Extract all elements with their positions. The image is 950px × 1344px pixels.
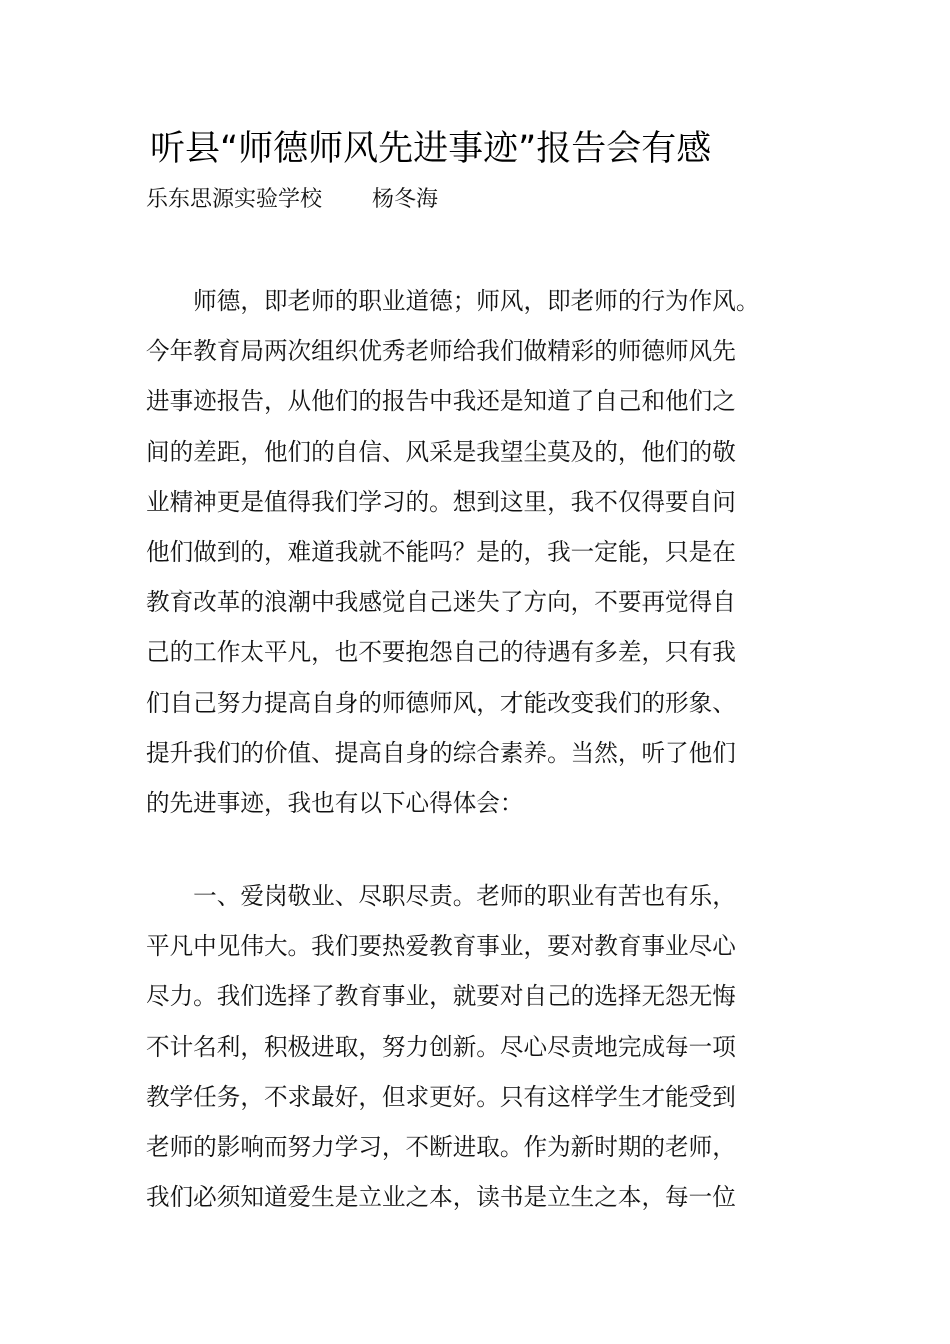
text-line: 今年教育局两次组织优秀老师给我们做精彩的师德师风先 (146, 337, 736, 366)
text-line: 提升我们的价值、提高自身的综合素养。当然，听了他们 (146, 738, 736, 767)
document-title: 听县“师德师风先进事迹”报告会有感 (150, 129, 712, 169)
text-line: 我们必须知道爱生是立业之本，读书是立生之本，每一位 (146, 1183, 736, 1212)
paragraph-1 (146, 276, 818, 828)
text-line: 己的工作太平凡，也不要抱怨自己的待遇有多差，只有我 (146, 638, 736, 667)
text-line: 平凡中见伟大。我们要热爱教育事业，要对教育事业尽心 (146, 932, 736, 961)
byline (146, 183, 438, 217)
author-name: 杨冬海 (372, 187, 439, 212)
text-line: 尽力。我们选择了教育事业，就要对自己的选择无怨无悔 (146, 982, 736, 1011)
text-line: 他们做到的，难道我就不能吗？是的，我一定能，只是在 (146, 537, 736, 566)
text-line: 业精神更是值得我们学习的。想到这里，我不仅得要自问 (146, 487, 736, 516)
text-line: 师德，即老师的职业道德；师风，即老师的行为作风。 (146, 287, 760, 315)
text-line: 教育改革的浪潮中我感觉自己迷失了方向，不要再觉得自 (146, 588, 736, 617)
text-line: 们自己努力提高自身的师德师风，才能改变我们的形象、 (146, 688, 736, 717)
text-line: 不计名利，积极进取，努力创新。尽心尽责地完成每一项 (146, 1032, 736, 1061)
text-line: 一、爱岗敬业、尽职尽责。老师的职业有苦也有乐， (146, 882, 736, 910)
school-name: 乐东思源实验学校 (146, 187, 323, 212)
paragraph-2 (146, 871, 818, 1222)
text-line: 间的差距，他们的自信、风采是我望尘莫及的，他们的敬 (146, 437, 736, 466)
text-line: 的先进事迹，我也有以下心得体会： (146, 788, 524, 817)
text-line: 教学任务，不求最好，但求更好。只有这样学生才能受到 (146, 1082, 736, 1111)
text-line: 老师的影响而努力学习，不断进取。作为新时期的老师， (146, 1132, 736, 1161)
text-line: 进事迹报告，从他们的报告中我还是知道了自己和他们之 (146, 387, 736, 416)
